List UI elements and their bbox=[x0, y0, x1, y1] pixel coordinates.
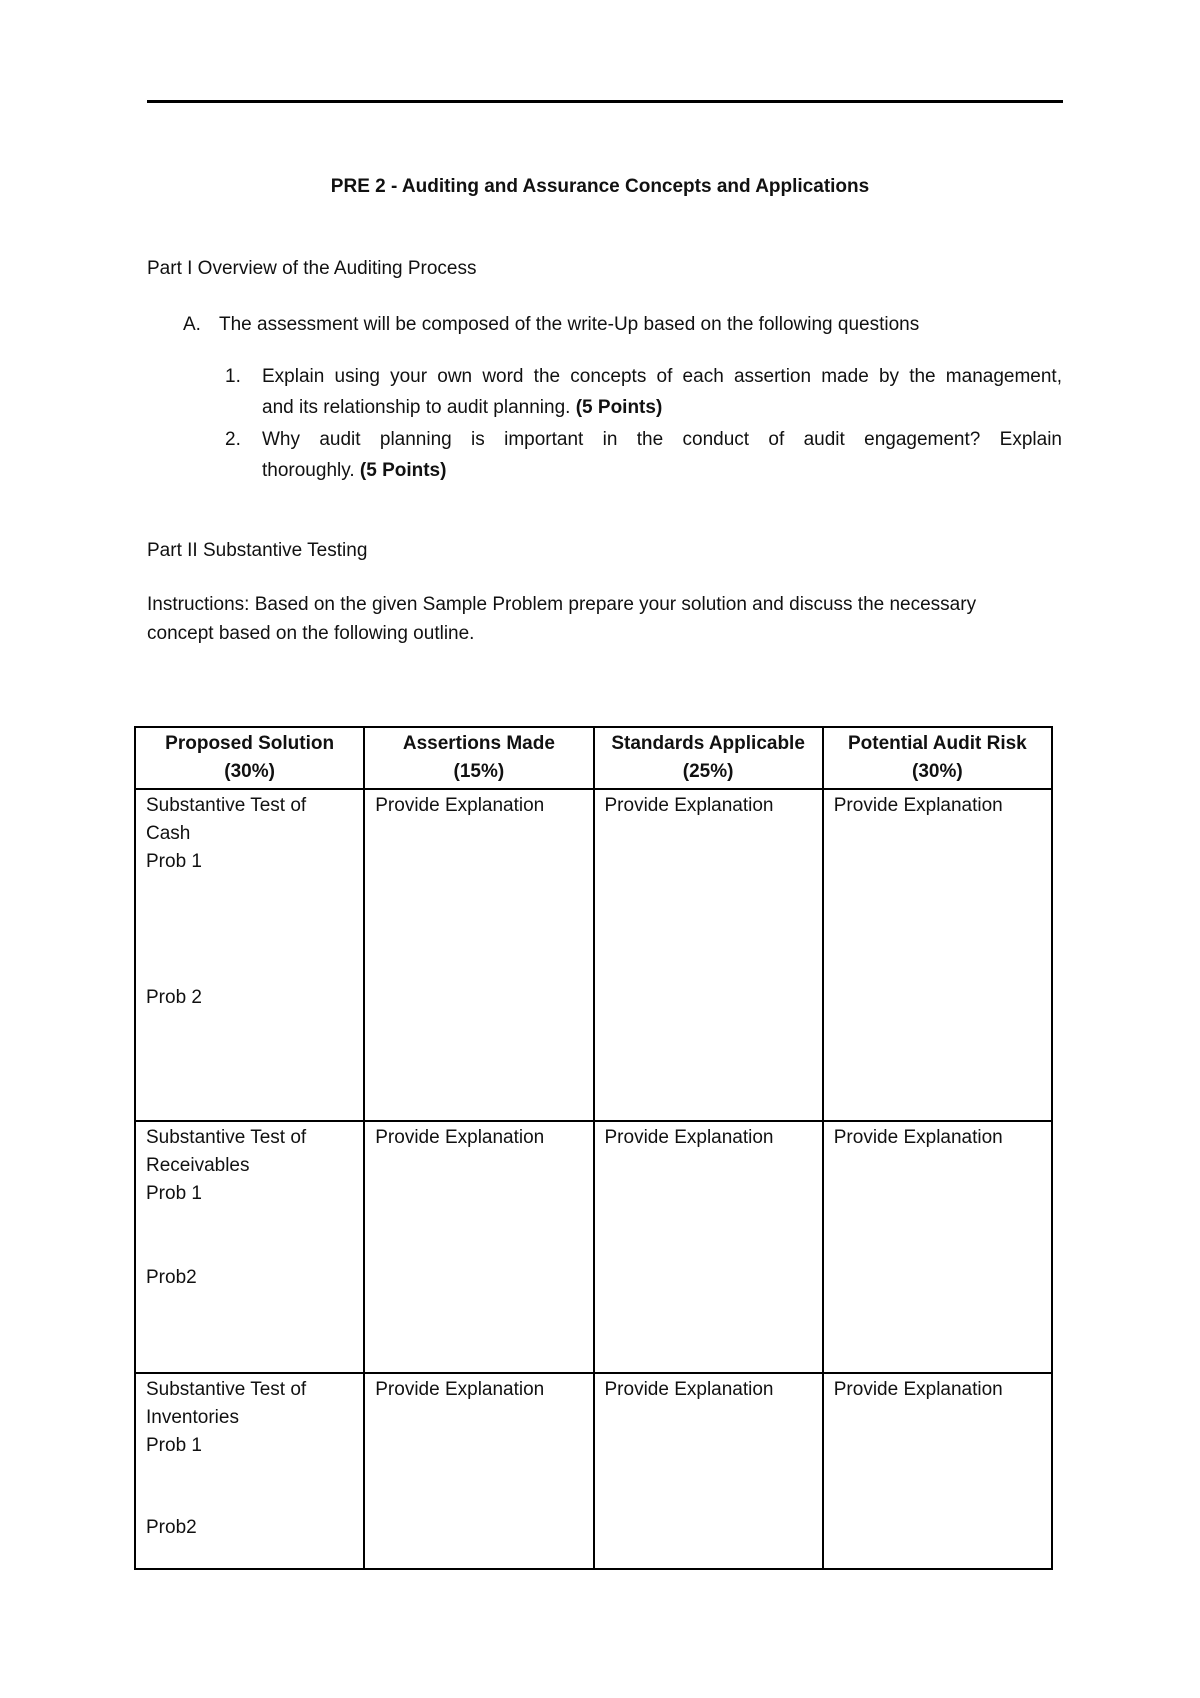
cell-risk-receivables: Provide Explanation bbox=[823, 1121, 1052, 1373]
cell-test-cash bbox=[135, 789, 364, 1121]
item-a-text: The assessment will be composed of the write-Up based on the following questions bbox=[219, 314, 920, 335]
prob-2-label: Prob 2 bbox=[146, 987, 202, 1008]
cell-risk-cash: Provide Explanation bbox=[823, 789, 1052, 1121]
header-label: Proposed Solution bbox=[165, 733, 335, 754]
table-header-row bbox=[135, 727, 1052, 789]
header-proposed-solution bbox=[135, 727, 364, 789]
top-horizontal-rule bbox=[147, 100, 1063, 103]
test-title-line2: Inventories bbox=[146, 1407, 239, 1428]
part1-heading: Part I Overview of the Auditing Process bbox=[147, 258, 477, 279]
prob-2-label: Prob2 bbox=[146, 1517, 197, 1538]
prob-1-label: Prob 1 bbox=[146, 1183, 202, 1204]
question-2-line1: Why audit planning is important in the conduct of audit engagement? Explain bbox=[262, 429, 1062, 450]
cell-standards-cash: Provide Explanation bbox=[594, 789, 823, 1121]
prob-2-label: Prob2 bbox=[146, 1267, 197, 1288]
cell-test-inventories bbox=[135, 1373, 364, 1569]
test-title-line1: Substantive Test of bbox=[146, 1379, 307, 1400]
question-2-points: (5 Points) bbox=[359, 460, 447, 481]
prob-1-label: Prob 1 bbox=[146, 851, 202, 872]
header-standards-applicable bbox=[594, 727, 823, 789]
table-row-inventories bbox=[135, 1373, 1052, 1569]
cell-standards-inventories: Provide Explanation bbox=[594, 1373, 823, 1569]
cell-assertions-cash: Provide Explanation bbox=[364, 789, 593, 1121]
cell-assertions-receivables: Provide Explanation bbox=[364, 1121, 593, 1373]
instructions-line2: concept based on the following outline. bbox=[147, 623, 475, 644]
header-label: Standards Applicable bbox=[611, 733, 805, 754]
spacer bbox=[146, 1208, 353, 1264]
question-1-points: (5 Points) bbox=[575, 397, 663, 418]
cell-risk-inventories: Provide Explanation bbox=[823, 1373, 1052, 1569]
test-title-line2: Cash bbox=[146, 823, 191, 844]
instructions-line1: Instructions: Based on the given Sample Problem prepare your solution and discuss the necessary bbox=[147, 594, 977, 615]
question-1-marker: 1. bbox=[225, 366, 241, 387]
spacer bbox=[146, 876, 353, 984]
test-title-line2: Receivables bbox=[146, 1155, 250, 1176]
header-label: Assertions Made bbox=[402, 733, 555, 754]
question-2-line2 bbox=[262, 460, 446, 482]
test-title-line1: Substantive Test of bbox=[146, 1127, 307, 1148]
header-potential-audit-risk bbox=[823, 727, 1052, 789]
document-title: PRE 2 - Auditing and Assurance Concepts and Applications bbox=[330, 176, 870, 197]
table-row-cash bbox=[135, 789, 1052, 1121]
spacer bbox=[146, 1460, 353, 1514]
question-1-line2 bbox=[262, 397, 662, 419]
table-row-receivables bbox=[135, 1121, 1052, 1373]
prob-1-label: Prob 1 bbox=[146, 1435, 202, 1456]
question-1-line1: Explain using your own word the concepts of each assertion made by the management, bbox=[262, 366, 1062, 387]
header-assertions-made bbox=[364, 727, 593, 789]
header-weight: (30%) bbox=[912, 761, 963, 782]
test-title-line1: Substantive Test of bbox=[146, 795, 307, 816]
header-weight: (25%) bbox=[682, 761, 734, 782]
cell-standards-receivables: Provide Explanation bbox=[594, 1121, 823, 1373]
item-a-marker: A. bbox=[183, 314, 201, 335]
question-2-line2-text: thoroughly. bbox=[262, 460, 360, 481]
header-weight: (30%) bbox=[224, 761, 275, 782]
cell-assertions-inventories: Provide Explanation bbox=[364, 1373, 593, 1569]
question-1-line2-text: and its relationship to audit planning. bbox=[262, 397, 576, 418]
cell-test-receivables bbox=[135, 1121, 364, 1373]
outline-table bbox=[134, 726, 1053, 1570]
question-2-marker: 2. bbox=[225, 429, 241, 450]
header-label: Potential Audit Risk bbox=[847, 733, 1027, 754]
header-weight: (15%) bbox=[453, 761, 505, 782]
part2-heading: Part II Substantive Testing bbox=[147, 540, 368, 561]
